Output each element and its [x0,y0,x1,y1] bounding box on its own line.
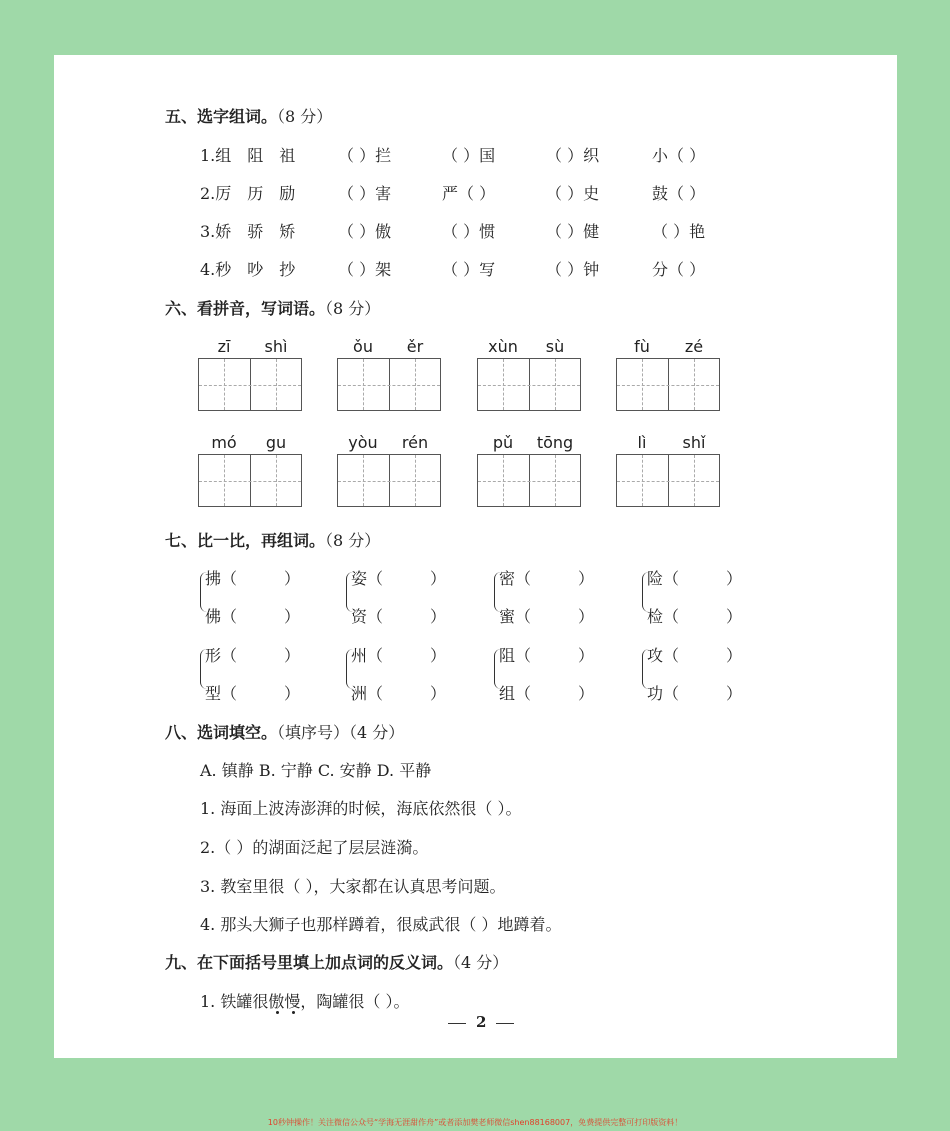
blank-close[interactable]: ） [284,684,301,703]
writing-grid[interactable] [477,454,581,507]
blank-close[interactable]: ） [578,684,595,703]
section-8-question-1: 1. 海面上波涛澎湃的时候，海底依然很（ ）。 [200,799,522,818]
pinyin-syllable: ǒu [353,337,373,356]
blank-close[interactable]: ） [578,569,595,588]
section-5-blank[interactable]: （ ）国 [442,146,496,165]
page-number: 2 [438,1013,524,1031]
section-5-row-lead: 4.秒 吵 抄 [200,260,296,279]
compare-char: 姿（ [351,569,384,588]
compare-char: 形（ [205,646,238,665]
blank-close[interactable]: ） [430,684,447,703]
writing-grid[interactable] [477,358,581,411]
section-5-blank[interactable]: （ ）史 [546,184,600,203]
pinyin-syllable: xùn [488,337,518,356]
blank-close[interactable]: ） [578,607,595,626]
blank-close[interactable]: ） [430,646,447,665]
compare-char: 州（ [351,646,384,665]
section-5-blank[interactable]: 小（ ） [652,146,706,165]
compare-char: 型（ [205,684,238,703]
blank-close[interactable]: ） [284,569,301,588]
pinyin-syllable: mó [211,433,237,452]
pinyin-syllable: rén [401,433,429,452]
pinyin-syllable: zī [217,337,231,356]
section-5-blank[interactable]: 鼓（ ） [652,184,706,203]
compare-char: 险（ [647,569,680,588]
writing-grid[interactable] [198,358,302,411]
blank-close[interactable]: ） [726,684,743,703]
blank-close[interactable]: ） [430,569,447,588]
blank-close[interactable]: ） [284,607,301,626]
footer-note: 10秒钟操作！关注微信公众号“学海无涯甜作舟”或者添加樊老师微信shen88168007，免费提供完整可打印版资料！ [267,1118,683,1127]
section-8-question-2: 2.（ ）的湖面泛起了层层涟漪。 [200,838,429,857]
section-5-blank[interactable]: （ ）健 [546,222,600,241]
blank-close[interactable]: ） [284,646,301,665]
compare-char: 佛（ [205,607,238,626]
writing-grid[interactable] [337,358,441,411]
section-5-blank[interactable]: （ ）艳 [652,222,706,241]
writing-grid[interactable] [616,454,720,507]
pinyin-syllable: shǐ [682,433,706,452]
compare-char: 拂（ [205,569,238,588]
pinyin-syllable: shì [264,337,288,356]
compare-char: 资（ [351,607,384,626]
compare-char: 组（ [499,684,532,703]
section-5-blank[interactable]: （ ）写 [442,260,496,279]
section-5-blank[interactable]: （ ）傲 [338,222,392,241]
section-8-question-3: 3. 教室里很（ ），大家都在认真思考问题。 [200,877,506,896]
section-9-question-1: 1. 铁罐很傲慢，陶罐很（ ）。 [200,992,410,1011]
section-6-title: 六、看拼音，写词语。（8 分） [165,299,381,318]
compare-char: 功（ [647,684,680,703]
pinyin-syllable: ěr [406,337,424,356]
emphasis-dot [276,1011,279,1014]
compare-char: 蜜（ [499,607,532,626]
pinyin-syllable: pǔ [492,433,514,452]
section-9-title: 九、在下面括号里填上加点词的反义词。（4 分） [165,953,509,972]
section-8-title: 八、选词填空。（填序号）（4 分） [165,723,405,742]
compare-char: 阻（ [499,646,532,665]
section-5-blank[interactable]: （ ）惯 [442,222,496,241]
section-5-row-lead: 3.娇 骄 矫 [200,222,296,241]
section-8-question-4: 4. 那头大狮子也那样蹲着，很威武很（ ）地蹲着。 [200,915,562,934]
pinyin-syllable: gu [265,433,287,452]
compare-char: 洲（ [351,684,384,703]
writing-grid[interactable] [616,358,720,411]
blank-close[interactable]: ） [726,569,743,588]
compare-char: 检（ [647,607,680,626]
compare-char: 攻（ [647,646,680,665]
compare-char: 密（ [499,569,532,588]
section-5-title: 五、选字组词。（8 分） [165,107,333,126]
pinyin-syllable: yòu [348,433,378,452]
pinyin-syllable: lì [637,433,647,452]
worksheet-page [54,55,897,1058]
section-5-blank[interactable]: 分（ ） [652,260,706,279]
section-8-options: A. 镇静 B. 宁静 C. 安静 D. 平静 [200,761,432,780]
writing-grid[interactable] [198,454,302,507]
section-5-blank[interactable]: （ ）拦 [338,146,392,165]
section-5-row-lead: 1.组 阻 祖 [200,146,296,165]
section-5-blank[interactable]: （ ）架 [338,260,392,279]
pinyin-syllable: zé [684,337,704,356]
section-5-blank[interactable]: （ ）织 [546,146,600,165]
blank-close[interactable]: ） [578,646,595,665]
blank-close[interactable]: ） [726,646,743,665]
section-5-blank[interactable]: （ ）害 [338,184,392,203]
blank-close[interactable]: ） [726,607,743,626]
pinyin-syllable: sù [545,337,565,356]
section-5-row-lead: 2.厉 历 励 [200,184,296,203]
emphasis-dot [292,1011,295,1014]
writing-grid[interactable] [337,454,441,507]
pinyin-syllable: tōng [536,433,574,452]
blank-close[interactable]: ） [430,607,447,626]
section-5-blank[interactable]: 严（ ） [442,184,496,203]
section-5-blank[interactable]: （ ）钟 [546,260,600,279]
section-7-title: 七、比一比，再组词。（8 分） [165,531,381,550]
pinyin-syllable: fù [634,337,650,356]
